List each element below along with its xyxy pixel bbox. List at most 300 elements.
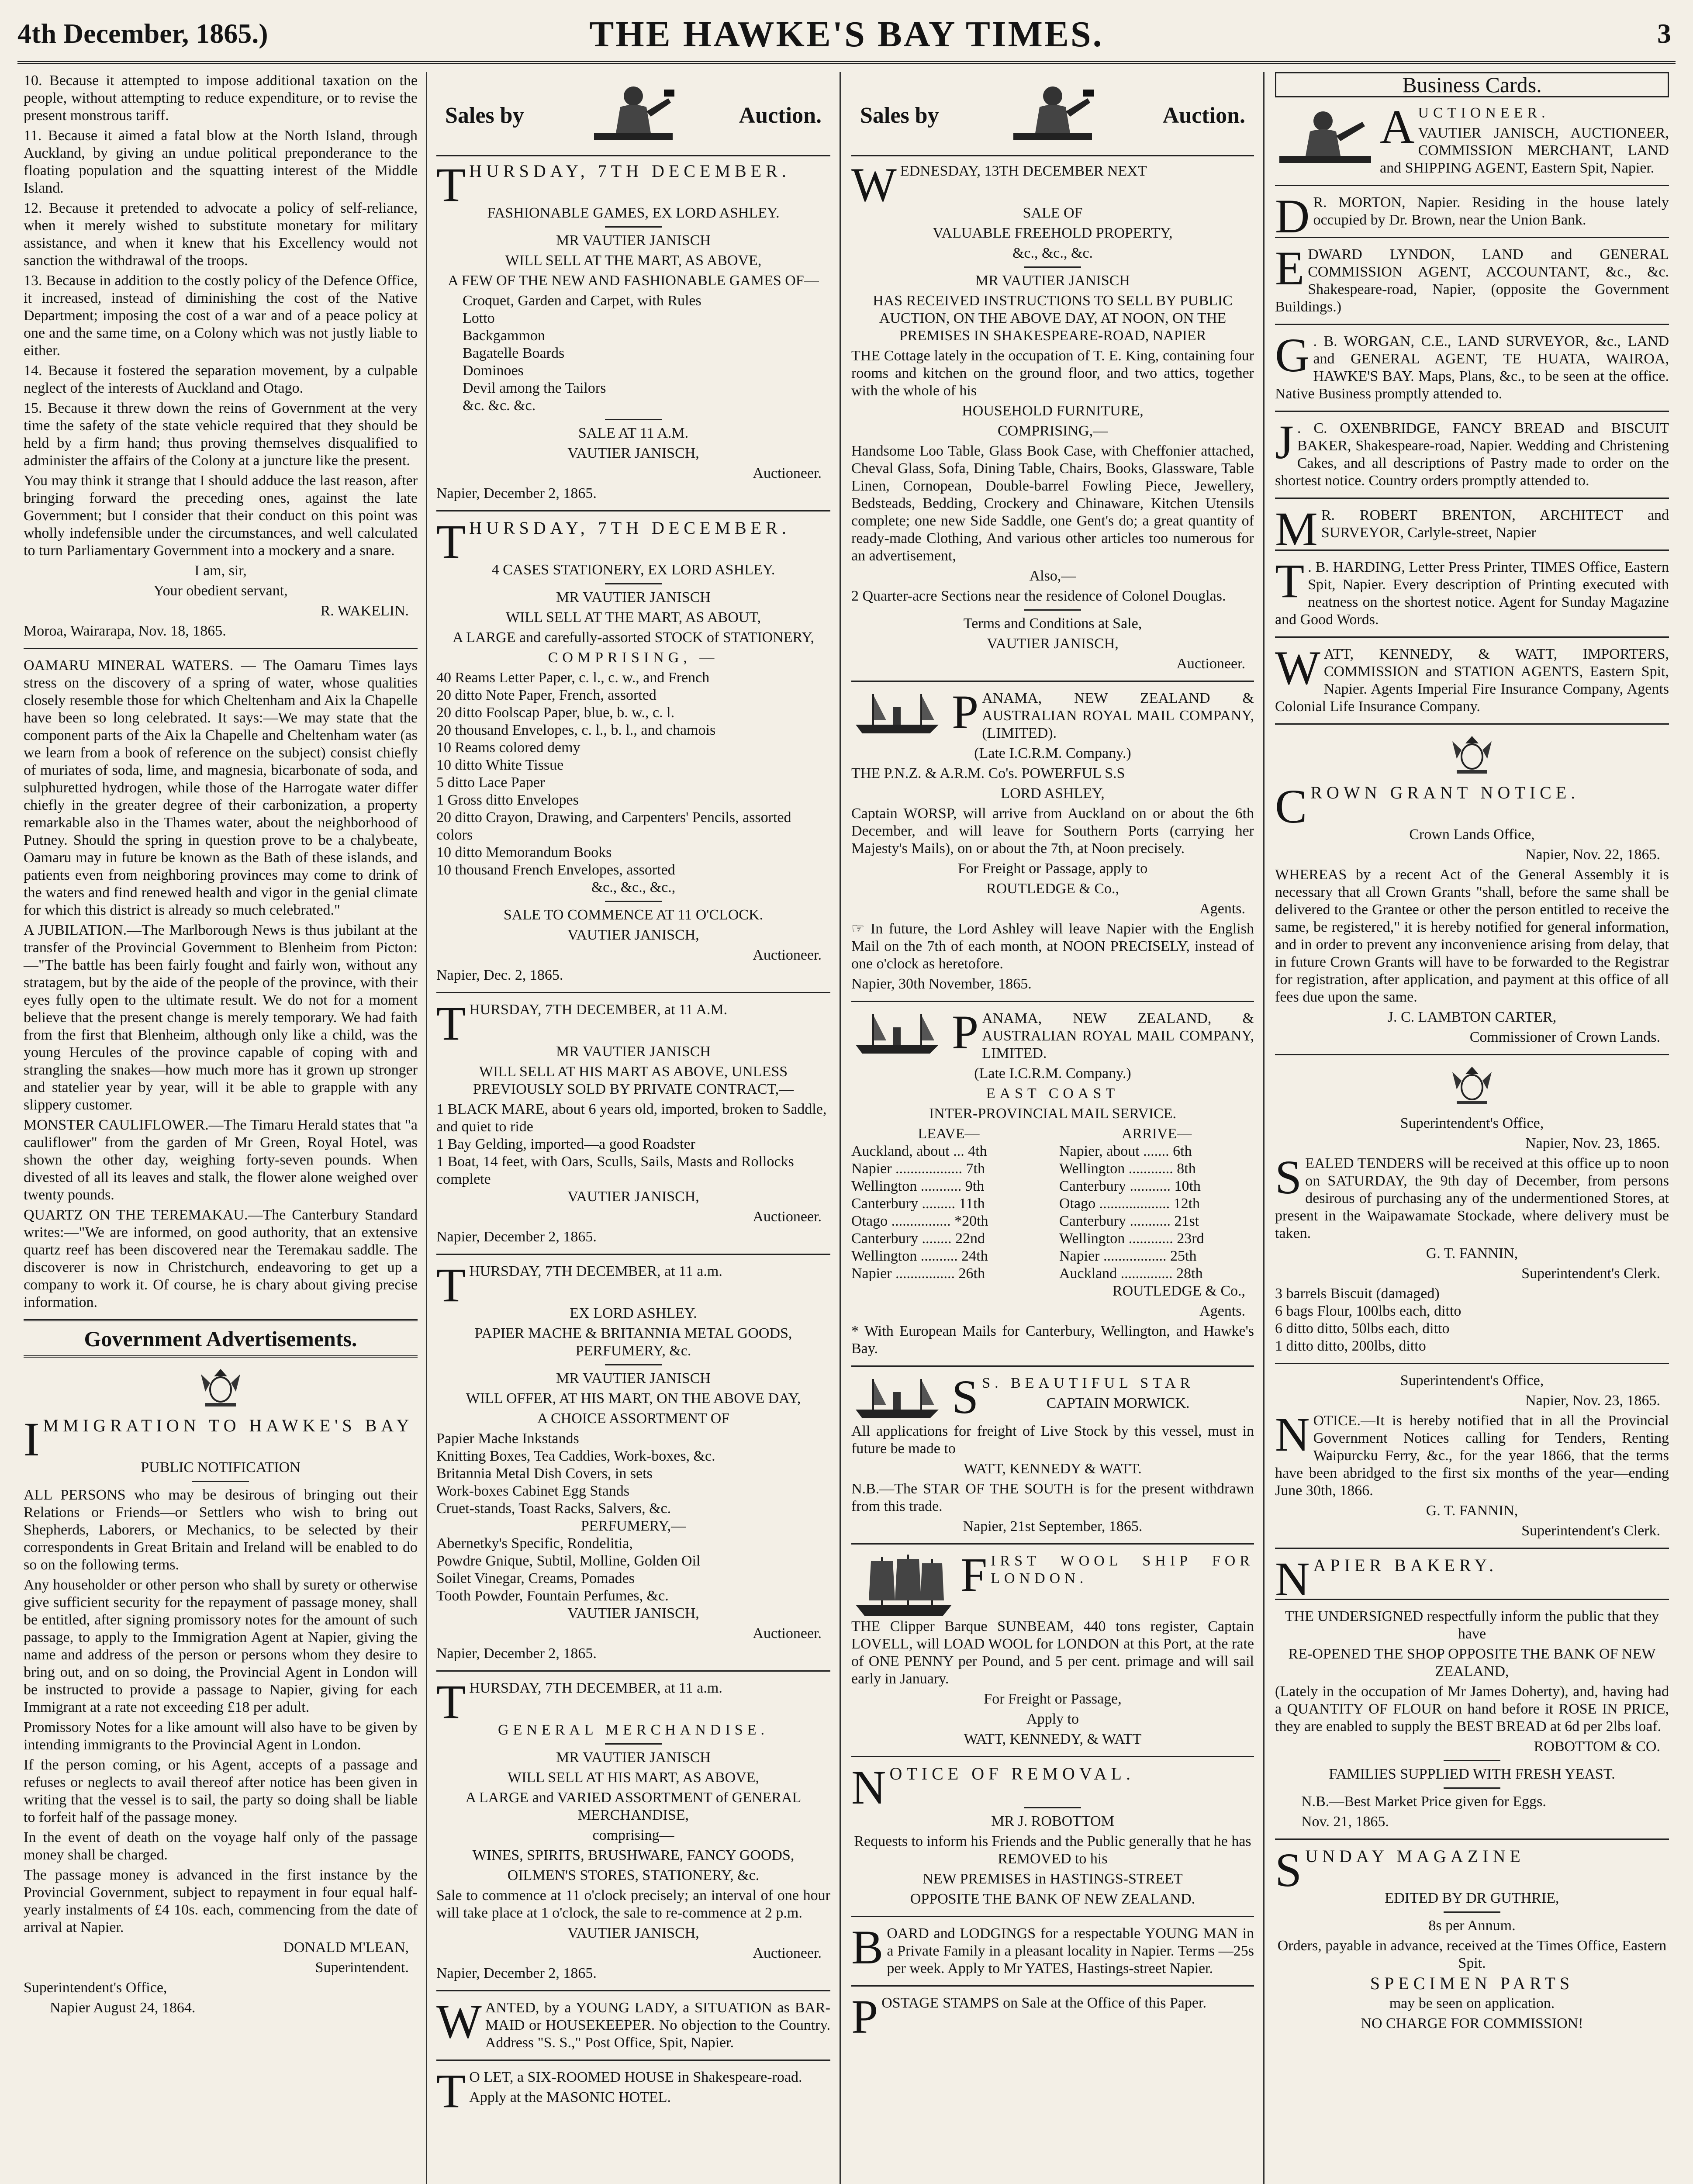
- ad-line: SALE TO COMMENCE AT 11 O'CLOCK.: [503, 907, 764, 923]
- auction-banner: [436, 72, 830, 156]
- drop-cap: C: [1275, 780, 1307, 833]
- letter-closing: Your obedient servant,: [153, 583, 288, 599]
- notice-sealed-tenders: [1275, 1115, 1669, 1355]
- timetable-cell: Napier ................ 26th: [851, 1265, 985, 1282]
- notice-signature-title: Superintendent's Clerk.: [1521, 1523, 1660, 1539]
- ad-line: EX LORD ASHLEY.: [570, 1305, 697, 1321]
- ad-line: WINES, SPIRITS, BRUSHWARE, FANCY GOODS,: [472, 1847, 795, 1863]
- steamship-icon: [851, 690, 947, 738]
- ad-signature-title: Auctioneer.: [753, 1625, 822, 1641]
- drop-cap: W: [436, 1995, 482, 2048]
- ad-body: (Lately in the occupation of Mr James Doherty), and, having had a QUANTITY OF FLOUR on hand before it ROSE IN PRICE, they are enabled to supply the BEST BREAD at 6d per 2lbs loaf.: [1275, 1683, 1669, 1735]
- divider: [1275, 1363, 1669, 1364]
- ad-item: 1 Gross ditto Envelopes: [436, 792, 579, 808]
- ad-title: 4 CASES STATIONERY, EX LORD ASHLEY.: [491, 562, 775, 578]
- ad-line: NO CHARGE FOR COMMISSION!: [1361, 2015, 1583, 2032]
- ad-item: &c., &c., &c.,: [591, 879, 676, 895]
- ad-item: Lotto: [463, 310, 495, 326]
- store-item: 1 ditto ditto, 200lbs, ditto: [1275, 1338, 1426, 1354]
- divider: [1275, 549, 1669, 551]
- ad-signature: VAUTIER JANISCH,: [567, 1925, 699, 1941]
- classified-text: OARD and LODGINGS for a respectable YOUNG MAN in a Private Family in a pleasant locality in Napier. Terms —25s per week. Apply to Mr YATES, Hastings-street Napier.: [887, 1925, 1254, 1977]
- auctioneer-name: MR VAUTIER JANISCH: [556, 1749, 711, 1766]
- ad-line: WILL SELL AT HIS MART, AS ABOVE,: [508, 1769, 759, 1786]
- divider: [1275, 1054, 1669, 1055]
- ship-name: LORD ASHLEY,: [1001, 785, 1105, 802]
- steamship-icon: [851, 1010, 947, 1058]
- letter-paragraph: 14. Because it fostered the separation movement, by a culpable neglect of the interests of Auckland and Otago.: [24, 363, 418, 396]
- drop-cap: T: [436, 515, 466, 568]
- ad-line: Terms and Conditions at Sale,: [963, 615, 1142, 632]
- divider: [1275, 723, 1669, 725]
- notice-subtitle: PUBLIC NOTIFICATION: [141, 1459, 301, 1476]
- ad-item: Abernetky's Specific, Rondelitia,: [436, 1535, 633, 1552]
- letter-paragraph: 12. Because it pretended to advocate a policy of self-reliance, when it merely wished to substitute monetary for military assistance, and when it knew that his Excellency would not sanction the withdrawal of the troops.: [24, 200, 418, 269]
- divider: [851, 1756, 1254, 1757]
- agent-name: ROUTLEDGE & Co.,: [1112, 1283, 1245, 1299]
- notice-date: Napier, Nov. 23, 1865.: [1525, 1393, 1660, 1409]
- divider: [1275, 1838, 1669, 1840]
- ad-line: A LARGE and VARIED ASSORTMENT of GENERAL MERCHANDISE,: [465, 1790, 802, 1823]
- store-item: 6 bags Flour, 100lbs each, ditto: [1275, 1303, 1462, 1319]
- timetable-cell: Canterbury ........... 21st: [1059, 1213, 1199, 1229]
- royal-crest-icon: [1444, 733, 1500, 776]
- divider: [192, 1481, 249, 1482]
- ad-item: Devil among the Tailors: [463, 380, 606, 396]
- timetable-cell: Napier, about ....... 6th: [1059, 1143, 1192, 1159]
- business-card: [1275, 190, 1669, 243]
- drop-cap: T: [436, 1675, 466, 1728]
- column-rule: [426, 72, 427, 2184]
- shipping-ad-east-coast: [851, 1006, 1254, 1358]
- ad-signature-title: Auctioneer.: [753, 465, 822, 481]
- card-text: DWARD LYNDON, LAND and GENERAL COMMISSION AGENT, ACCOUNTANT, &c., &c. Shakespeare-road, Napier, (opposite the Government Buildings.): [1275, 246, 1669, 315]
- ad-body: THE Clipper Barque SUNBEAM, 440 tons register, Captain LOVELL, will LOAD WOOL for LONDON at this Port, at the rate of ONE PENNY per Pound, and 5 per cent. primage and will sail early in January.: [851, 1618, 1254, 1687]
- ad-item: Bagatelle Boards: [463, 345, 565, 361]
- notice-title: MMIGRATION TO HAWKE'S BAY: [43, 1416, 414, 1435]
- divider: [24, 1319, 418, 1321]
- drop-cap: T: [436, 1258, 466, 1312]
- ad-line: comprising—: [592, 1827, 674, 1843]
- ad-line: WILL SELL AT THE MART, AS ABOVE,: [505, 252, 762, 269]
- divider: [851, 1916, 1254, 1917]
- timetable-cell: Wellington .......... 24th: [851, 1248, 988, 1264]
- ad-line: THE P.N.Z. & A.R.M. Co's. POWERFUL S.S: [851, 765, 1125, 781]
- ad-line: For Freight or Passage, apply to: [957, 860, 1148, 877]
- ad-item: Croquet, Garden and Carpet, with Rules: [463, 293, 701, 309]
- ad-item: Soilet Vinegar, Creams, Pomades: [436, 1570, 635, 1586]
- divider: [436, 510, 830, 511]
- ad-item: 1 BLACK MARE, about 6 years old, imported, broken to Saddle, and quiet to ride: [436, 1101, 827, 1135]
- divider: [1275, 185, 1669, 186]
- card-text: R. ROBERT BRENTON, ARCHITECT and SURVEYOR, Carlyle-street, Napier: [1321, 507, 1669, 541]
- ad-date-line: Napier, 30th November, 1865.: [851, 976, 1032, 992]
- ad-line: EDITED BY DR GUTHRIE,: [1385, 1890, 1559, 1906]
- auction-banner-label: Auction.: [739, 103, 822, 128]
- notice-signature-title: Superintendent's Clerk.: [1521, 1265, 1660, 1282]
- ad-date: HURSDAY, 7TH DECEMBER, at 11 a.m.: [469, 1263, 722, 1279]
- ad-signature-title: Agents.: [1199, 1303, 1245, 1319]
- section-heading: Business Cards.: [1275, 72, 1669, 97]
- divider: [1275, 1548, 1669, 1549]
- timetable-cell: Napier ................. 25th: [1059, 1248, 1197, 1264]
- store-item: 3 barrels Biscuit (damaged): [1275, 1286, 1440, 1302]
- letter-paragraph: 13. Because in addition to the costly policy of the Defence Office, it increased, instead of diminishing the cost of the Native Department; imposing the cost of a war and of a peace policy at one and the same time, on a Colony which was not justly liable to either.: [24, 273, 418, 359]
- news-item: QUARTZ ON THE TEREMAKAU.—The Canterbury Standard writes:—"We are informed, on good authority, that an extensive quartz reef has been discovered near the Teremakau saddle. The discoverer is now in Christchurch, endeavoring to get up a company to work it. Of course, he is chary about giving precise information.: [24, 1207, 418, 1310]
- ad-title: ANAMA, NEW ZEALAND & AUSTRALIAN ROYAL MAIL COMPANY, (LIMITED).: [982, 690, 1254, 741]
- auction-ad-merchandise: [436, 1675, 830, 1982]
- ad-item: 5 ditto Lace Paper: [436, 774, 545, 791]
- ad-line: N.B.—Best Market Price given for Eggs.: [1301, 1794, 1546, 1810]
- shipping-ad-beautiful-star: [851, 1370, 1254, 1535]
- ad-body: N.B.—The STAR OF THE SOUTH is for the present withdrawn from this trade.: [851, 1481, 1254, 1514]
- ad-item: &c. &c. &c.: [463, 397, 536, 414]
- ad-item: Backgammon: [463, 328, 545, 344]
- notice-paragraph: OTICE.—It is hereby notified that in all the Provincial Government Notices calling for Tenders, Renting Waipurcku Ferry, &c., for the year 1866, that the terms have been abridged to the first six months of the year—ending June 30th, 1866.: [1275, 1413, 1669, 1499]
- ad-line: Also,—: [1029, 568, 1076, 584]
- drop-cap: M: [1275, 502, 1318, 556]
- ad-line: OPPOSITE THE BANK OF NEW ZEALAND.: [910, 1891, 1195, 1907]
- drop-cap: W: [851, 158, 897, 211]
- drop-cap: F: [961, 1548, 988, 1601]
- divider: [436, 1670, 830, 1672]
- classified-stamps: [851, 1990, 1254, 2043]
- business-card: [1275, 328, 1669, 403]
- drop-cap: J: [1275, 415, 1294, 469]
- ad-title: APIER BAKERY.: [1313, 1555, 1498, 1575]
- notice-paragraph: EALED TENDERS will be received at this office up to noon on SATURDAY, the 9th day of December, from persons desirous of purchasing any of the undermentioned Stores, at present in the Waipawamate Stockade, where delivery must be taken.: [1275, 1155, 1669, 1241]
- ad-item: 1 Bay Gelding, imported—a good Roadster: [436, 1136, 696, 1152]
- ad-item: 20 ditto Crayon, Drawing, and Carpenters' Pencils, assorted colors: [436, 809, 791, 843]
- agent-name: WATT, KENNEDY, & WATT: [964, 1731, 1142, 1747]
- ad-item: 1 Boat, 14 feet, with Oars, Sculls, Sails, Masts and Rollocks complete: [436, 1154, 794, 1187]
- ad-line: SALE AT 11 A.M.: [578, 425, 689, 441]
- shipping-ad-lord-ashley: [851, 685, 1254, 993]
- ad-item: 20 thousand Envelopes, c. l., b. l., and chamois: [436, 722, 716, 738]
- notice-signature: J. C. LAMBTON CARTER,: [1387, 1009, 1557, 1025]
- notice-date: Napier, Nov. 22, 1865.: [1525, 847, 1660, 863]
- ad-line: Apply to: [1026, 1711, 1079, 1727]
- letter-paragraph: 15. Because it threw down the reins of Government at the very time the safety of the state vehicle required that they should be held by a firm hand; thus proving themselves disqualified to administer the affairs of the Colony at a juncture like the present.: [24, 400, 418, 469]
- sailing-ship-icon: [851, 1552, 956, 1618]
- auction-ad-papier-mache: [436, 1258, 830, 1662]
- news-item: A JUBILATION.—The Marlborough News is thus jubilant at the transfer of the Provincial Government to Blenheim from Picton:—"The battle has been fairly fought and fairly won, without any stratagem, but by the aide of the people of the province, with their eyes fully open to the ultimate result. We do not for a moment believe that the present change is merely temporary. We had faith from the first that Blenheim, although only like a child, was the young Hercules of the province capable of coping with and strangling the snakes—how much more has it grown up stronger and statelier year by year, will it be able to grapple with any slippery customer.: [24, 922, 418, 1113]
- notice-date: Napier August 24, 1864.: [50, 2000, 196, 2016]
- divider: [605, 419, 662, 420]
- column-rule: [1263, 72, 1265, 2184]
- page-number: 3: [1657, 18, 1671, 49]
- divider: [1024, 609, 1081, 611]
- ad-date-line: Napier, December 2, 1865.: [436, 485, 597, 501]
- divider: [1275, 411, 1669, 412]
- ad-date-line: Nov. 21, 1865.: [1301, 1814, 1389, 1830]
- card-text: R. MORTON, Napier. Residing in the house lately occupied by Dr. Brown, near the Union Bank.: [1313, 194, 1669, 228]
- news-item: MONSTER CAULIFLOWER.—The Timaru Herald states that "a cauliflower" from the garden of Mr Green, Royal Hotel, was shown the other day, weighing forty-seven pounds. When divested of all its leaves and stalk, the flower alone weighed over twenty pounds.: [24, 1117, 418, 1203]
- ad-body: All applications for freight of Live Stock by this vessel, must in future be made to: [851, 1423, 1254, 1457]
- ad-line: FAMILIES SUPPLIED WITH FRESH YEAST.: [1329, 1766, 1615, 1782]
- letter-paragraph: 10. Because it attempted to impose additional taxation on the people, without attempting to reduce expenditure, or to revise the present monstrous tariff.: [24, 73, 418, 124]
- column-letters-news: [17, 72, 424, 2184]
- timetable-cell: Wellington ............ 23rd: [1059, 1230, 1204, 1247]
- drop-cap: W: [1275, 641, 1320, 695]
- column-auctions-shipping: [845, 72, 1260, 2184]
- notice-paragraph: ALL PERSONS who may be desirous of bringing out their Relations or Friends—or Settlers who wish to bring out Shepherds, Laborers, or Mechanics, to be selected by their correspondents in Great Britain and Ireland will be enabled to do so on the following terms.: [24, 1487, 418, 1573]
- divider: [605, 1743, 662, 1745]
- ad-title: INTER-PROVINCIAL MAIL SERVICE.: [929, 1106, 1177, 1122]
- auction-banner-label: Auction.: [1162, 103, 1245, 128]
- masthead: [17, 13, 1676, 64]
- business-card: [1275, 100, 1669, 177]
- drop-cap: S: [952, 1370, 979, 1424]
- auction-ad-freehold: [851, 158, 1254, 673]
- ad-line: A FEW OF THE NEW AND FASHIONABLE GAMES OF—: [448, 273, 819, 289]
- drop-cap: E: [1275, 242, 1305, 295]
- drop-cap: P: [952, 1006, 979, 1059]
- ad-signature-title: Agents.: [1199, 901, 1245, 917]
- notice-paragraph: In the event of death on the voyage half only of the passage money shall be charged.: [24, 1829, 418, 1863]
- card-text: . C. OXENBRIDGE, FANCY BREAD and BISCUIT BAKER, Shakespeare-road, Napier. Wedding and Christening Cakes, and all descriptions of Pastry made to order on the shortest notice. Country orders promptly attended to.: [1275, 420, 1669, 489]
- auction-banner: [851, 72, 1254, 156]
- divider: [851, 1001, 1254, 1002]
- business-card: [1275, 415, 1669, 490]
- ad-body: 2 Quarter-acre Sections near the residence of Colonel Douglas.: [851, 588, 1226, 604]
- ad-signature-title: Auctioneer.: [753, 1209, 822, 1225]
- auctioneer-name: MR VAUTIER JANISCH: [556, 589, 711, 605]
- business-card: [1275, 502, 1669, 556]
- ad-item: 10 Reams colored demy: [436, 740, 580, 756]
- ad-item: Powdre Gnique, Subtil, Molline, Golden Oil: [436, 1553, 701, 1569]
- auctioneer-icon: [1005, 76, 1101, 151]
- classified-text: OSTAGE STAMPS on Sale at the Office of this Paper.: [881, 1995, 1206, 2011]
- ad-title: UNDAY MAGAZINE: [1305, 1846, 1525, 1866]
- ad-sunday-magazine: [1275, 1843, 1669, 2032]
- divider: [24, 648, 418, 649]
- auction-banner-label: Sales by: [445, 103, 524, 128]
- divider: [1024, 266, 1081, 268]
- card-text: . B. WORGAN, C.E., LAND SURVEYOR, &c., LAND and GENERAL AGENT, TE HUATA, WAIROA, HAWKE'S BAY. Maps, Plans, &c., to be seen at the office. Native Business promptly attended to.: [1275, 333, 1669, 402]
- drop-cap: T: [436, 2064, 466, 2118]
- classified-text: O LET, a SIX-ROOMED HOUSE in Shakespeare-road.: [469, 2069, 802, 2085]
- auction-banner-label: Sales by: [860, 103, 939, 128]
- ad-line: COMPRISING,—: [997, 423, 1108, 439]
- ad-body: ☞ In future, the Lord Ashley will leave Napier with the English Mail on the 7th of each month, at NOON PRECISELY, instead of one o'clock as heretofore.: [851, 921, 1254, 972]
- divider: [605, 1364, 662, 1365]
- drop-cap: P: [851, 1990, 878, 2043]
- divider: [605, 583, 662, 584]
- drop-cap: G: [1275, 328, 1310, 382]
- divider: [605, 226, 662, 228]
- divider: [851, 1985, 1254, 1987]
- classified-board: [851, 1921, 1254, 1977]
- notice-crown-grant: [1275, 780, 1669, 1046]
- ad-line: may be seen on application.: [1389, 1995, 1555, 2011]
- ad-line: NEW PREMISES in HASTINGS-STREET: [923, 1871, 1183, 1887]
- notice-removal: [851, 1761, 1254, 1908]
- ad-signature: VAUTIER JANISCH,: [567, 1605, 699, 1621]
- drop-cap: T: [436, 158, 466, 211]
- ad-date-line: Napier, December 2, 1865.: [436, 1229, 597, 1245]
- ad-line: 8s per Annum.: [1428, 1918, 1516, 1934]
- ad-signature-title: Auctioneer.: [753, 947, 822, 963]
- letter-signature: R. WAKELIN.: [320, 603, 409, 619]
- drop-cap: N: [851, 1761, 886, 1814]
- classified-wanted: [436, 1995, 830, 2052]
- drop-cap: N: [1275, 1408, 1310, 1461]
- ad-signature-title: Auctioneer.: [753, 1945, 822, 1961]
- ad-signature: ROBOTTOM & CO.: [1534, 1738, 1660, 1755]
- ad-line: OILMEN'S STORES, STATIONERY, &c.: [507, 1867, 760, 1883]
- notice-title: ROWN GRANT NOTICE.: [1310, 783, 1580, 802]
- divider: [1444, 1787, 1500, 1789]
- timetable-cell: Auckland, about ... 4th: [851, 1143, 987, 1159]
- divider: [1275, 324, 1669, 325]
- agent-name: WATT, KENNEDY & WATT.: [964, 1461, 1142, 1477]
- divider: [1275, 636, 1669, 638]
- ad-date-line: Napier, December 2, 1865.: [436, 1645, 597, 1662]
- ad-line: Sale to commence at 11 o'clock precisely; an interval of one hour will take place at 1 o'clock, the sale to re-commence at 2 p.m.: [436, 1887, 830, 1921]
- notice-signature: DONALD M'LEAN,: [283, 1939, 409, 1956]
- ad-signature-title: Auctioneer.: [1176, 656, 1245, 672]
- notice-signature-title: Commissioner of Crown Lands.: [1469, 1029, 1660, 1045]
- timetable-header: LEAVE—: [918, 1126, 980, 1142]
- ad-line: THE UNDERSIGNED respectfully inform the public that they have: [1285, 1608, 1659, 1642]
- letter-closing: I am, sir,: [194, 563, 247, 579]
- business-card: [1275, 554, 1669, 629]
- ad-signature: VAUTIER JANISCH,: [987, 636, 1119, 652]
- ad-line: HAS RECEIVED INSTRUCTIONS TO SELL BY PUBLIC AUCTION, ON THE ABOVE DAY, AT NOON, ON THE PREMISES IN SHAKESPEARE-ROAD, NAPIER: [873, 293, 1233, 344]
- ad-item: Britannia Metal Dish Covers, in sets: [436, 1465, 653, 1482]
- divider: [1275, 237, 1669, 238]
- divider: [605, 901, 662, 902]
- ad-line: CAPTAIN MORWICK.: [1046, 1395, 1190, 1411]
- royal-crest-icon: [192, 1365, 249, 1409]
- timetable-cell: Otago ................ *20th: [851, 1213, 988, 1229]
- drop-cap: N: [1275, 1552, 1310, 1606]
- ad-line: SPECIMEN PARTS: [1370, 1973, 1574, 1993]
- notice-office: Crown Lands Office,: [1409, 826, 1535, 843]
- ad-napier-bakery: [1275, 1552, 1669, 1831]
- letter-paragraph: You may think it strange that I should adduce the last reason, after bringing forward the preceding ones, against the late Government; but I consider that their conduct on this point was wholly indefensible under the circumstances, and well calculated to turn Parliamentary Government into a mockery and a snare.: [24, 473, 418, 559]
- notice-signature: G. T. FANNIN,: [1426, 1503, 1518, 1519]
- ad-date-line: Napier, 21st September, 1865.: [963, 1518, 1143, 1534]
- drop-cap: T: [436, 997, 466, 1050]
- timetable-cell: Canterbury ......... 11th: [851, 1196, 985, 1212]
- business-card: [1275, 641, 1669, 715]
- timetable-cell: Otago ................... 12th: [1059, 1196, 1200, 1212]
- timetable: [851, 1125, 1254, 1282]
- ad-item: 20 ditto Foolscap Paper, blue, b. w., c. l.: [436, 705, 675, 721]
- ad-item: 10 ditto White Tissue: [436, 757, 564, 773]
- ad-item: 10 thousand French Envelopes, assorted: [436, 862, 675, 878]
- issue-date: 4th December, 1865.): [17, 18, 268, 49]
- notice-office: Superintendent's Office,: [1400, 1115, 1544, 1131]
- divider: [436, 1990, 830, 1991]
- ad-line: WILL SELL AT HIS MART AS ABOVE, UNLESS PREVIOUSLY SOLD BY PRIVATE CONTRACT,—: [473, 1064, 794, 1097]
- ad-line: RE-OPENED THE SHOP OPPOSITE THE BANK OF NEW ZEALAND,: [1288, 1646, 1656, 1679]
- letter-place: Moroa, Wairarapa, Nov. 18, 1865.: [24, 623, 226, 639]
- agent-name: ROUTLEDGE & Co.,: [986, 881, 1119, 897]
- divider: [851, 681, 1254, 682]
- royal-crest-icon: [1444, 1063, 1500, 1107]
- ad-date: HURSDAY, 7TH DECEMBER, at 11 a.m.: [469, 1680, 722, 1696]
- notice-paragraph: If the person coming, or his Agent, accepts of a passage and refuses or neglects to avail thereof after notice has been given in writing that the vessel is to sail, the party so doing shall be liable to forfeit half of the passage money.: [24, 1757, 418, 1825]
- ad-title: PAPIER MACHE & BRITANNIA METAL GOODS, PERFUMERY, &c.: [474, 1325, 792, 1359]
- ad-item: PERFUMERY,—: [580, 1518, 686, 1534]
- column-rule: [840, 72, 841, 2184]
- section-heading: Government Advertisements.: [84, 1327, 357, 1351]
- ad-date: EDNESDAY, 13TH DECEMBER NEXT: [900, 163, 1147, 179]
- ad-line: COMPRISING, —: [548, 650, 719, 666]
- column-auctions-1: [430, 72, 836, 2184]
- auctioneer-icon: [585, 76, 681, 151]
- steamship-icon: [851, 1375, 947, 1423]
- ad-body: Requests to inform his Friends and the Public generally that he has REMOVED to his: [854, 1833, 1251, 1867]
- auction-ad-horses: [436, 997, 830, 1246]
- notice-date: Napier, Nov. 23, 1865.: [1525, 1135, 1660, 1151]
- ad-title: IRST WOOL SHIP FOR LONDON.: [991, 1553, 1254, 1586]
- ad-line: SALE OF: [1023, 205, 1083, 221]
- timetable-cell: Canterbury ........... 10th: [1059, 1178, 1201, 1194]
- timetable-cell: Napier .................. 7th: [851, 1161, 985, 1177]
- notice-office: Superintendent's Office,: [1400, 1372, 1544, 1389]
- column-business-cards: [1269, 72, 1675, 2184]
- notice-signature-title: Superintendent.: [315, 1959, 409, 1976]
- shipping-ad-wool-ship: [851, 1548, 1254, 1748]
- notice-paragraph: Any householder or other person who shall by surety or otherwise give sufficient security for the repayment of passage money, shall be entitled, after signing promissory notes for the amount of such passage, to apply to the Immigration Agent at Napier, giving the name and address of the person or persons whom they desire to bring out, and on so doing, the Provincial Agent in London will be instructed to provide a passage to Napier, giving for each Immigrant at a rate not exceeding £18 per adult.: [24, 1577, 418, 1715]
- drop-cap: A: [1380, 100, 1415, 153]
- ad-body: THE Cottage lately in the occupation of T. E. King, containing four rooms and kitchen on the ground floor, and two attics, together with the whole of his: [851, 348, 1254, 399]
- auctioneer-icon: [1275, 104, 1375, 170]
- auction-ad-games: [436, 158, 830, 502]
- ad-title: S. BEAUTIFUL STAR: [982, 1375, 1195, 1391]
- timetable-header: ARRIVE—: [1121, 1126, 1192, 1142]
- ad-line: (Late I.C.R.M. Company.): [974, 745, 1131, 761]
- ad-line: (Late I.C.R.M. Company.): [974, 1065, 1131, 1082]
- auctioneer-name: MR VAUTIER JANISCH: [975, 273, 1130, 289]
- notice-paragraph: The passage money is advanced in the first instance by the Provincial Government, subject to repayment in four equal half-yearly instalments of £4 10s. each, commencing from the date of arrival at Napier.: [24, 1867, 418, 1935]
- auctioneer-name: MR VAUTIER JANISCH: [556, 1370, 711, 1386]
- ad-date-line: Napier, Dec. 2, 1865.: [436, 967, 563, 983]
- ad-date-line: Napier, December 2, 1865.: [436, 1965, 597, 1981]
- store-item: 6 ditto ditto, 50lbs each, ditto: [1275, 1320, 1450, 1337]
- ad-line: A CHOICE ASSORTMENT OF: [537, 1410, 730, 1427]
- notice-tenders-ferry: [1275, 1372, 1669, 1540]
- notice-paragraph: WHEREAS by a recent Act of the General Assembly it is necessary that all Crown Grants "shall, before the same shall be delivered to the Grantee or other the person entitled to receive the same, be registered," it is hereby notified for general information, and in order to prevent any inconvenience arising from delay, that in future Crown Grants will have to be forwarded to the Registrar for registration, after application, and payment at this office of all fees due upon the same.: [1275, 867, 1669, 1005]
- timetable-cell: Auckland .............. 28th: [1059, 1265, 1203, 1282]
- classified-text: Apply at the MASONIC HOTEL.: [469, 2089, 671, 2105]
- auctioneer-name: MR VAUTIER JANISCH: [556, 232, 711, 249]
- notice-signature: G. T. FANNIN,: [1426, 1245, 1518, 1261]
- ad-line: Orders, payable in advance, received at the Times Office, Eastern Spit.: [1277, 1938, 1667, 1971]
- drop-cap: D: [1275, 190, 1310, 243]
- ad-line: HOUSEHOLD FURNITURE,: [962, 403, 1144, 419]
- letter-paragraph: 11. Because it aimed a fatal blow at the North Island, through Auckland, by giving an undue political preponderance to the floating population and the squatting interest of the Middle Island.: [24, 128, 418, 196]
- ad-body: Captain WORSP, will arrive from Auckland on or about the 6th December, and will leave for Southern Ports (carrying her Majesty's Mails), on or about the 7th, at Noon precisely.: [851, 805, 1254, 857]
- divider: [1024, 1807, 1081, 1808]
- divider: [24, 1355, 418, 1358]
- auction-ad-stationery: [436, 515, 830, 984]
- ad-signature: VAUTIER JANISCH,: [567, 1189, 699, 1205]
- ad-line: WILL SELL AT THE MART, AS ABOUT,: [505, 609, 761, 625]
- timetable-cell: Wellington ............ 8th: [1059, 1161, 1196, 1177]
- ad-line: MR J. ROBOTTOM: [991, 1813, 1114, 1829]
- ad-item: Dominoes: [463, 363, 524, 379]
- timetable-cell: Wellington ........... 9th: [851, 1178, 985, 1194]
- notice-paragraph: Promissory Notes for a like amount will also have to be given by intending immigrants to the Provincial Agent in London.: [24, 1719, 418, 1753]
- ad-item: Knitting Boxes, Tea Caddies, Work-boxes, &c.: [436, 1448, 715, 1464]
- drop-cap: P: [952, 685, 979, 739]
- ad-signature: VAUTIER JANISCH,: [567, 445, 699, 461]
